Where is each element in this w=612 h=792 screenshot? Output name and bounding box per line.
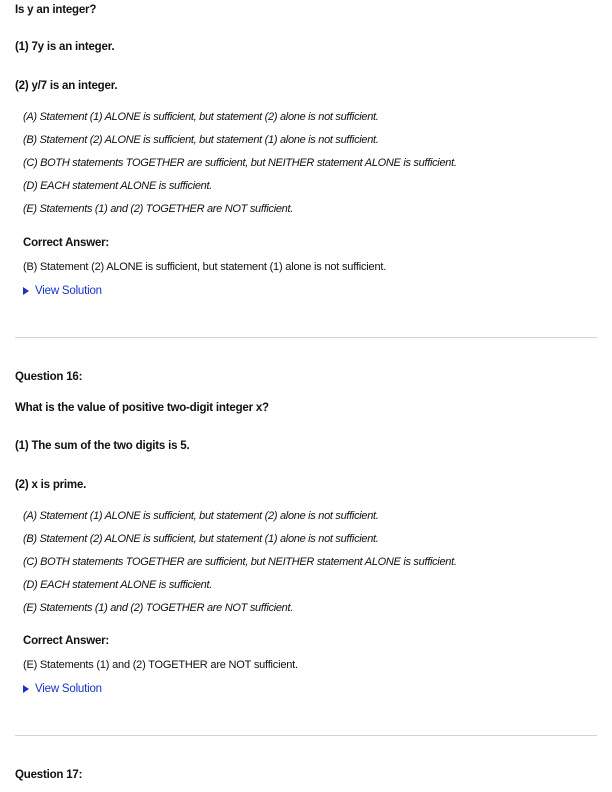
q16-label: Question 16: [15, 371, 83, 383]
q16-view-solution-link[interactable] [15, 680, 102, 698]
q15-statement-2: (2) y/7 is an integer. [15, 80, 118, 92]
divider [15, 337, 597, 338]
q16-option-c: (C) BOTH statements TOGETHER are sufficient, but NEITHER statement ALONE is sufficient. [23, 556, 457, 568]
q16-option-e: (E) Statements (1) and (2) TOGETHER are NOT sufficient. [23, 602, 293, 614]
q16-correct-answer-label: Correct Answer: [23, 635, 110, 647]
q16-option-b: (B) Statement (2) ALONE is sufficient, but statement (1) alone is not sufficient. [23, 533, 379, 545]
q15-option-b: (B) Statement (2) ALONE is sufficient, but statement (1) alone is not sufficient. [23, 134, 379, 146]
q15-option-c: (C) BOTH statements TOGETHER are sufficient, but NEITHER statement ALONE is sufficient. [23, 157, 457, 169]
q15-view-solution-link[interactable] [15, 282, 102, 300]
q15-option-e: (E) Statements (1) and (2) TOGETHER are NOT sufficient. [23, 203, 293, 215]
q17-label: Question 17: [15, 769, 83, 781]
q15-options-list [15, 110, 457, 225]
q15-correct-answer: (B) Statement (2) ALONE is sufficient, but statement (1) alone is not sufficient. [23, 261, 387, 273]
q15-question: Is y an integer? [15, 4, 97, 16]
q16-options-list [15, 509, 457, 624]
q15-view-solution[interactable]: View Solution [23, 284, 102, 298]
divider [15, 735, 597, 736]
play-triangle-icon [23, 287, 29, 295]
q16-statement-1: (1) The sum of the two digits is 5. [15, 440, 190, 452]
play-triangle-icon [23, 685, 29, 693]
q15-option-d: (D) EACH statement ALONE is sufficient. [23, 180, 213, 192]
q15-statement-1: (1) 7y is an integer. [15, 41, 115, 53]
q15-option-a: (A) Statement (1) ALONE is sufficient, but statement (2) alone is not sufficient. [23, 111, 379, 123]
q16-option-a: (A) Statement (1) ALONE is sufficient, but statement (2) alone is not sufficient. [23, 510, 379, 522]
q16-option-d: (D) EACH statement ALONE is sufficient. [23, 579, 213, 591]
q16-correct-answer: (E) Statements (1) and (2) TOGETHER are NOT sufficient. [23, 659, 298, 671]
q16-statement-2: (2) x is prime. [15, 479, 87, 491]
q16-view-solution[interactable]: View Solution [23, 682, 102, 696]
q15-correct-answer-label: Correct Answer: [23, 237, 110, 249]
q16-question: What is the value of positive two-digit integer x? [15, 402, 269, 414]
